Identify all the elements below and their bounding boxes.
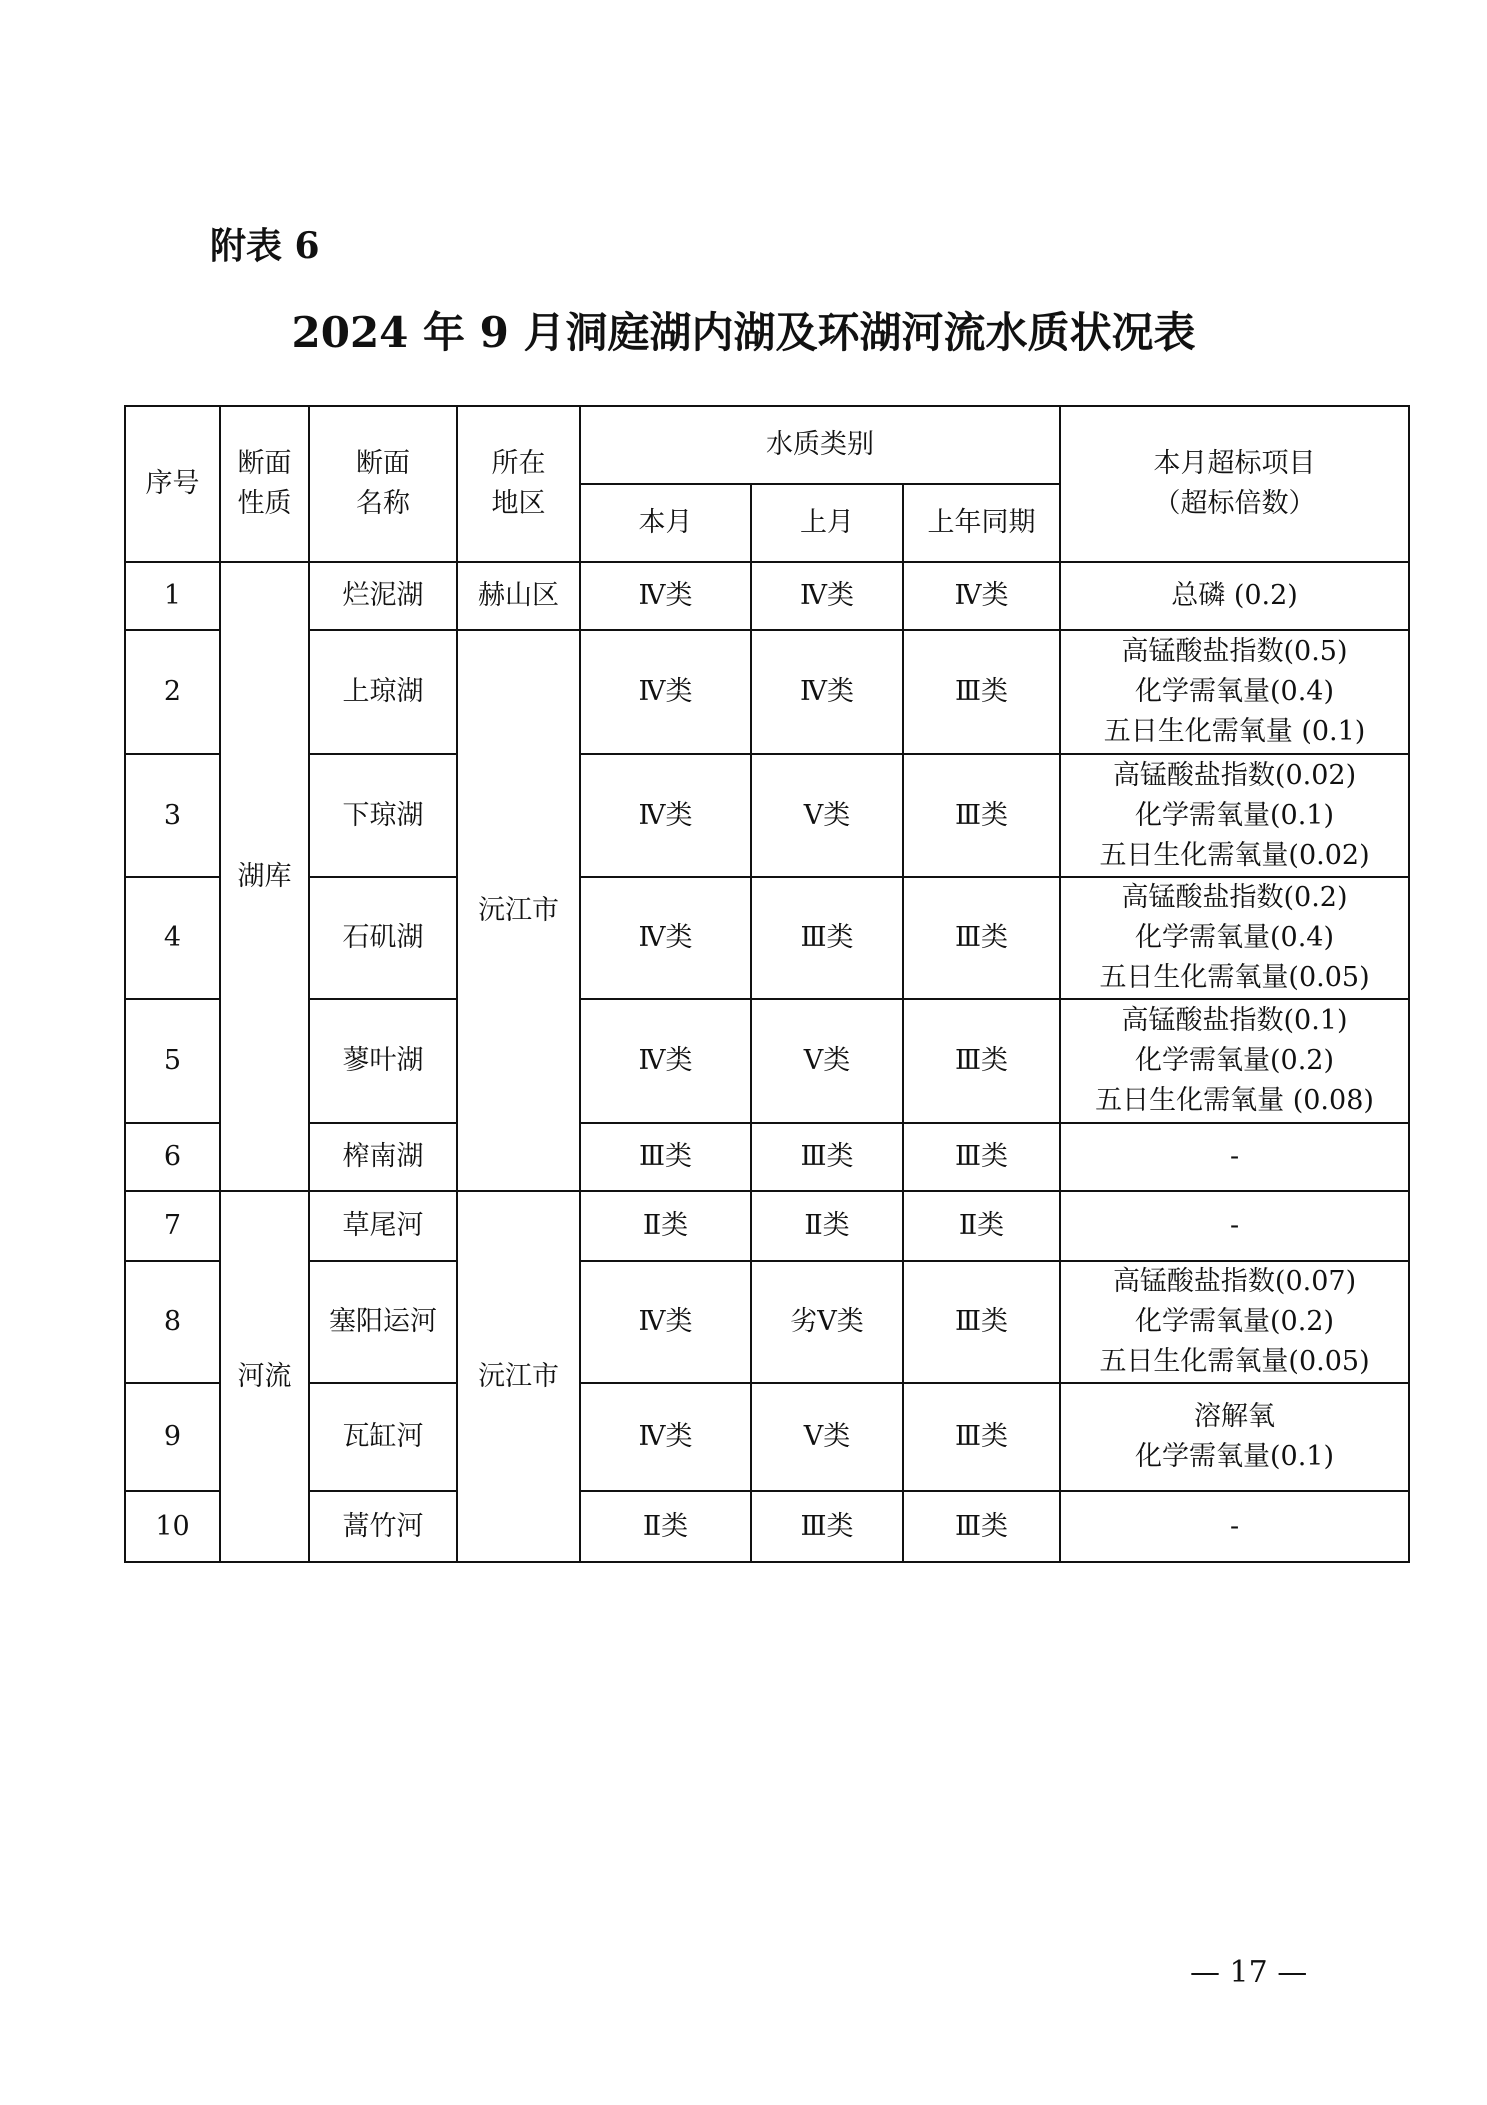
this-month-cell: Ⅳ类 <box>580 562 751 630</box>
last-month-cell: Ⅲ类 <box>751 1491 903 1562</box>
exceed-cell <box>1060 1191 1409 1261</box>
last-year-cell: Ⅱ类 <box>903 1191 1060 1261</box>
exceed-cell <box>1060 562 1409 630</box>
exceed-item: - <box>1229 1141 1240 1172</box>
header-exceed <box>1060 406 1409 562</box>
region-cell: 赫山区 <box>457 562 580 630</box>
exceed-cell <box>1060 999 1409 1123</box>
name-cell: 草尾河 <box>309 1191 457 1261</box>
exceed-cell <box>1060 1261 1409 1383</box>
exceed-item: 五日生化需氧量(0.05) <box>1099 1346 1370 1377</box>
seq-cell: 4 <box>125 877 220 999</box>
header-last-year: 上年同期 <box>903 484 1060 562</box>
exceed-item: 化学需氧量(0.1) <box>1135 1441 1335 1472</box>
header-quality: 水质类别 <box>580 406 1060 484</box>
page-number: — 17 — <box>1190 1955 1308 1990</box>
exceed-item: 五日生化需氧量(0.02) <box>1099 839 1370 871</box>
this-month-cell: Ⅳ类 <box>580 754 751 877</box>
water-quality-table <box>124 405 1410 1563</box>
table-row <box>125 999 1409 1123</box>
seq-cell: 2 <box>125 630 220 754</box>
header-seq: 序号 <box>125 406 220 562</box>
last-year-cell: Ⅲ类 <box>903 877 1060 999</box>
table-row <box>125 1383 1409 1491</box>
exceed-item: 五日生化需氧量 (0.1) <box>1103 716 1366 747</box>
exceed-cell <box>1060 877 1409 999</box>
name-cell: 蓼叶湖 <box>309 999 457 1123</box>
header-exceed-sub: （超标倍数） <box>1153 488 1316 519</box>
name-cell: 瓦缸河 <box>309 1383 457 1491</box>
exceed-cell <box>1060 630 1409 754</box>
exceed-item: 高锰酸盐指数(0.07) <box>1112 1266 1357 1297</box>
last-month-cell: Ⅴ类 <box>751 754 903 877</box>
table-row <box>125 1191 1409 1261</box>
name-cell: 榨南湖 <box>309 1123 457 1191</box>
table-row <box>125 630 1409 754</box>
table-row <box>125 1123 1409 1191</box>
last-year-cell: Ⅲ类 <box>903 1123 1060 1191</box>
this-month-cell: Ⅳ类 <box>580 1261 751 1383</box>
last-month-cell: Ⅳ类 <box>751 630 903 754</box>
last-month-cell: Ⅳ类 <box>751 562 903 630</box>
exceed-item: - <box>1229 1210 1240 1241</box>
exceed-item: 化学需氧量(0.2) <box>1135 1306 1335 1337</box>
seq-cell: 1 <box>125 562 220 630</box>
header-region <box>457 406 580 562</box>
exceed-item: 化学需氧量(0.1) <box>1135 799 1335 831</box>
seq-cell: 3 <box>125 754 220 877</box>
nature-cell-river: 河流 <box>220 1191 309 1562</box>
header-name-text: 断面名称 <box>355 448 410 519</box>
exceed-cell <box>1060 1123 1409 1191</box>
exceed-cell <box>1060 1491 1409 1562</box>
last-year-cell: Ⅲ类 <box>903 999 1060 1123</box>
table-row <box>125 1261 1409 1383</box>
name-cell: 蒿竹河 <box>309 1491 457 1562</box>
header-last-month: 上月 <box>751 484 903 562</box>
header-nature-text: 断面性质 <box>237 448 292 519</box>
exceed-item: 溶解氧 <box>1194 1401 1276 1432</box>
last-year-cell: Ⅲ类 <box>903 1491 1060 1562</box>
this-month-cell: Ⅳ类 <box>580 877 751 999</box>
appendix-label: 附表 6 <box>210 225 320 267</box>
exceed-item: 高锰酸盐指数(0.02) <box>1112 759 1357 791</box>
table-row <box>125 754 1409 877</box>
header-exceed-text: 本月超标项目 <box>1153 448 1316 479</box>
exceed-item: 高锰酸盐指数(0.2) <box>1121 882 1348 913</box>
exceed-item: 总磷 (0.2) <box>1171 580 1298 611</box>
header-name <box>309 406 457 562</box>
name-cell: 烂泥湖 <box>309 562 457 630</box>
table-row <box>125 877 1409 999</box>
exceed-item: 五日生化需氧量 (0.08) <box>1095 1085 1374 1116</box>
seq-cell: 10 <box>125 1491 220 1562</box>
name-cell: 上琼湖 <box>309 630 457 754</box>
exceed-item: 高锰酸盐指数(0.5) <box>1121 636 1348 667</box>
table-row <box>125 562 1409 630</box>
exceed-item: 高锰酸盐指数(0.1) <box>1121 1005 1348 1036</box>
region-cell: 沅江市 <box>457 630 580 1191</box>
seq-cell: 9 <box>125 1383 220 1491</box>
this-month-cell: Ⅳ类 <box>580 1383 751 1491</box>
this-month-cell: Ⅱ类 <box>580 1191 751 1261</box>
exceed-cell <box>1060 1383 1409 1491</box>
name-cell: 下琼湖 <box>309 754 457 877</box>
last-year-cell: Ⅲ类 <box>903 754 1060 877</box>
exceed-item: - <box>1229 1510 1240 1542</box>
region-cell: 沅江市 <box>457 1191 580 1562</box>
exceed-cell <box>1060 754 1409 877</box>
exceed-item: 化学需氧量(0.4) <box>1135 922 1335 953</box>
last-year-cell: Ⅳ类 <box>903 562 1060 630</box>
header-region-text: 所在地区 <box>491 448 546 519</box>
last-month-cell: Ⅴ类 <box>751 1383 903 1491</box>
page-title: 2024 年 9 月洞庭湖内湖及环湖河流水质状况表 <box>291 308 1196 357</box>
header-this-month: 本月 <box>580 484 751 562</box>
seq-cell: 5 <box>125 999 220 1123</box>
seq-cell: 6 <box>125 1123 220 1191</box>
nature-cell-lake: 湖库 <box>220 562 309 1191</box>
last-month-cell: Ⅲ类 <box>751 1123 903 1191</box>
last-month-cell: Ⅴ类 <box>751 999 903 1123</box>
last-year-cell: Ⅲ类 <box>903 1383 1060 1491</box>
seq-cell: 7 <box>125 1191 220 1261</box>
name-cell: 石矶湖 <box>309 877 457 999</box>
seq-cell: 8 <box>125 1261 220 1383</box>
table-row <box>125 1491 1409 1562</box>
exceed-item: 五日生化需氧量(0.05) <box>1099 962 1370 993</box>
header-nature <box>220 406 309 562</box>
name-cell: 塞阳运河 <box>309 1261 457 1383</box>
this-month-cell: Ⅱ类 <box>580 1491 751 1562</box>
this-month-cell: Ⅲ类 <box>580 1123 751 1191</box>
exceed-item: 化学需氧量(0.4) <box>1135 676 1335 707</box>
last-month-cell: 劣Ⅴ类 <box>751 1261 903 1383</box>
last-month-cell: Ⅲ类 <box>751 877 903 999</box>
last-year-cell: Ⅲ类 <box>903 630 1060 754</box>
last-month-cell: Ⅱ类 <box>751 1191 903 1261</box>
exceed-item: 化学需氧量(0.2) <box>1135 1045 1335 1076</box>
this-month-cell: Ⅳ类 <box>580 999 751 1123</box>
this-month-cell: Ⅳ类 <box>580 630 751 754</box>
last-year-cell: Ⅲ类 <box>903 1261 1060 1383</box>
